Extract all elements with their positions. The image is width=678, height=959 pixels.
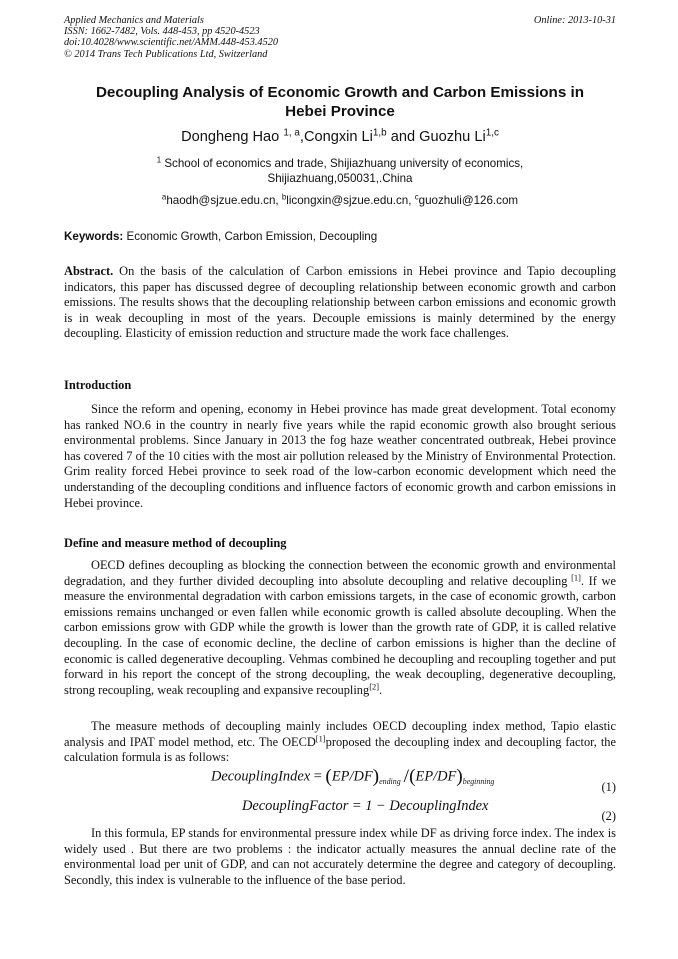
affiliation (64, 156, 616, 186)
eq1-ratio-1: EP/DF (331, 768, 373, 785)
journal-name: Applied Mechanics and Materials (64, 15, 204, 26)
define-p1-text-c: . (379, 682, 383, 697)
eq1-divide: / (403, 766, 410, 787)
abstract (64, 264, 616, 342)
affiliation-line-2: Shijiazhuang,050031,.China (267, 172, 413, 185)
eq1-sub-ending: ending (379, 777, 401, 787)
equation-1-number: (1) (601, 780, 616, 794)
equation-2-formula: DecouplingFactor = 1 − DecouplingIndex (242, 798, 489, 814)
abstract-label: Abstract. (64, 264, 114, 278)
define-p1-text-b: . If we measure the environmental degradation with carbon emissions targets, in the case of economic growth, carbon emissions remains unchanged or even fallen while economic growth is called absolute decoupling. When the carbon emissions grow with GDP while the growth is lower than the growth rate of GDP, it is called relative decoupling. In the case of economic decline, the decline of carbon emissions is higher than the decline of economic is called degenerative decoupling. Vehmas combined he decoupling and recoupling together and put forward in his report the concept of the strong decoupling, the weak decoupling, degenerative decoupling, strong recoupling, weak recoupling and expansive recoupling (64, 573, 616, 697)
equation-1 (64, 766, 616, 794)
author-2: Congxin Li (303, 129, 373, 145)
email-a-mark: a (161, 192, 167, 202)
introduction-text: Since the reform and opening, economy in Hebei province has made great development. Total economy has ranked NO.6 in the country in nearly five years while the rapid economic growth also brought serious environmental problems. Since January in 2013 the fog haze weather concentrated outbreak, Hebei province has covered 7 of the 10 cities with the most air pollution released by the Ministry of Environmental Protection. Grim reality forced Hebei province to seek road of the low-carbon economic development which need the understanding of the decoupling conditions and influence factors of economic growth and carbon emissions in Hebei province. (64, 402, 616, 510)
define-p1-text-a: OECD defines decoupling as blocking the connection between the economic growth and environmental degradation, and they further divided decoupling into absolute decoupling and relative decoupling (64, 558, 616, 588)
define-p2-text-a: The measure methods of decoupling mainly includes OECD decoupling index method, Tapio elastic analysis and IPAT model method, etc. The OECD (64, 719, 616, 749)
citation-1[interactable]: [1] (567, 571, 581, 582)
paper-title (64, 83, 616, 121)
eq1-close-paren-1: ) (372, 766, 380, 787)
eq1-ratio-2: EP/DF (415, 768, 457, 785)
email-b-mark: b (281, 192, 287, 202)
eq1-lhs: DecouplingIndex (211, 768, 311, 785)
keywords-label: Keywords: (64, 230, 124, 243)
eq1-equals: = (310, 768, 326, 785)
email-b[interactable]: licongxin@sjzue.edu.cn, (286, 194, 415, 207)
keywords-text: Economic Growth, Carbon Emission, Decoupling (123, 230, 378, 243)
issn-line: ISSN: 1662-7482, Vols. 448-453, pp 4520-4523 (64, 26, 260, 38)
email-c-mark: c (414, 192, 419, 202)
email-a[interactable]: haodh@sjzue.edu.cn, (166, 194, 282, 207)
keywords (64, 230, 616, 243)
eq1-sub-beginning: beginning (462, 777, 495, 787)
title-line-1: Decoupling Analysis of Economic Growth and Carbon Emissions in (95, 84, 585, 101)
copyright-line: © 2014 Trans Tech Publications Ltd, Switzerland (64, 48, 268, 60)
define-paragraph-3: In this formula, EP stands for environmental pressure index while DF as driving force index. The index is widely used . But there are two problems : the indicator actually measures the annual decline rate of the environmental load per unit of GDP, and can not accurately determine the degree and category of decoupling. Secondly, this index is vulnerable to the influence of the base period. (64, 826, 616, 887)
author-1: Dongheng Hao (181, 129, 280, 145)
citation-3[interactable]: [1] (315, 732, 326, 743)
author-1-affil: 1, a (283, 127, 300, 139)
affiliation-line-1: School of economics and trade, Shijiazhuang university of economics, (161, 157, 524, 170)
author-separator: , (299, 129, 304, 145)
define-heading: Define and measure method of decoupling (64, 536, 287, 550)
author-and: and (386, 129, 420, 145)
author-emails (64, 194, 616, 207)
author-list (64, 129, 616, 145)
equation-2-number: (2) (601, 809, 616, 823)
doi-line: doi:10.4028/www.scientific.net/AMM.448-453.4520 (64, 37, 279, 49)
email-c[interactable]: guozhuli@126.com (418, 194, 519, 207)
affiliation-mark: 1 (156, 155, 162, 165)
introduction-heading: Introduction (64, 378, 132, 392)
eq1-open-paren-1: ( (325, 766, 332, 787)
eq1-close-paren-2: ) (456, 766, 463, 787)
eq1-open-paren-2: ( (409, 766, 416, 787)
abstract-text: On the basis of the calculation of Carbon emissions in Hebei province and Tapio decoupling indicators, this paper has discussed degree of decoupling relationship between economic growth and carbon emissions. The results shows that the decoupling relationship between carbon emissions and economic growth is in weak decoupling in most of the years. Decouple emissions is mainly determined by the energy decoupling. Elasticity of emission reduction and structure made the work face challenges. (64, 264, 616, 341)
online-date: Online: 2013-10-31 (533, 15, 616, 26)
author-3-affil: 1,c (485, 127, 499, 139)
define-paragraph-2 (64, 719, 616, 766)
citation-2[interactable]: [2] (369, 681, 380, 692)
author-3: Guozhu Li (419, 129, 486, 145)
define-paragraph-1 (64, 558, 616, 698)
define-p2-text-b: proposed the decoupling index and decoupling factor, the calculation formula is as follows: (64, 734, 616, 765)
equation-2 (64, 798, 616, 824)
title-line-2: Hebei Province (285, 103, 395, 120)
author-2-affil: 1,b (372, 127, 387, 139)
journal-header (64, 15, 616, 60)
